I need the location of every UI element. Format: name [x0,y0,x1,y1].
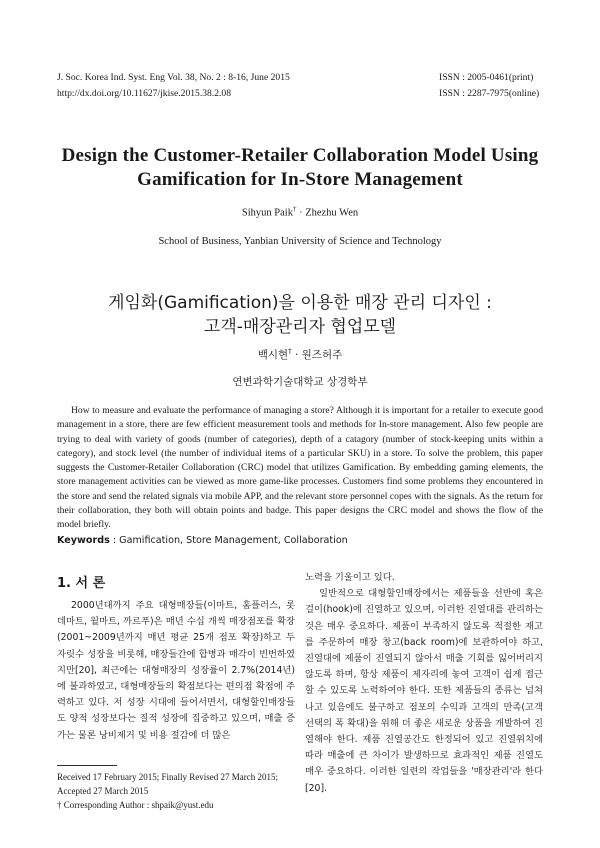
keywords [57,535,348,546]
authors-english [0,205,600,219]
issn-block [439,70,539,102]
body-text-left-column: 2000년대까지 주요 대형매장들(이마트, 홈플러스, 롯데마트, 월마트, 까르푸)은 매년 수십 개씩 매장점포를 확장(2001~2009년까지 매년 평균 25개 점포 확장)하고 두 자릿수 성장을 비롯해, 매장들간에 합병과 매각이 빈번하였지만[20], 최근에는 대형매장의 성장률이 2.7%(2014년)에 불과하였고, 대형매장들의 확점보다는 편의점 확점에 주력하고 있다. 저 성장 시대에 들어서면서, 대형할인매장들도 양적 성장보다는 질적 성장에 집중하고 있으며, 매출 증가는 물론 낭비제거 및 비용 절감에 더 많은 [57,600,295,741]
author-name-en: Sihyun Paik [241,207,293,219]
keywords-list: : Gamification, Store Management, Collaboration [109,535,348,546]
footnotes [57,770,278,812]
coauthor-name-en: · Zhezhu Wen [296,207,359,219]
section-heading: 1. 서 론 [57,576,106,591]
accepted-date: Accepted 27 March 2015 [57,786,149,796]
paper-title-korean [40,291,560,339]
journal-header [57,70,290,102]
body-paragraph-continued: 노력을 기울이고 있다. [305,572,395,583]
title-en-line1: Design the Customer-Retailer Collaboration Model Using [61,145,539,166]
footnote-divider [57,765,117,766]
authors-korean [0,347,600,362]
corresponding-mark: † [292,205,297,213]
body-paragraph: 일반적으로 대형할인매장에서는 제품들을 선반에 혹은 걸이(hook)에 진열하고 있으며, 이러한 진열대를 관리하는 것은 매우 중요하다. 제품이 부족하지 않도록 적절한 재고를 주문하여 매장 창고(back room)에 보관하여야 하고, 진열대에 제품이 진열되지 않아서 매출 기회를 잃어버리지 않도록 하며, 항상 제품이 제자리에 놓여 고객이 쉽게 접근할 수 있도록 노력하여야 한다. 또한 제품들의 종류는 넘쳐나고 있음에도 불구하고 점포의 수익과 고객의 만족(고객 선택의 폭 확대)을 위해 더 좋은 새로운 상품을 개발하여 진열해야 한다. 제품 진열공간도 한정되어 있고 진열위치에 따라 매출에 큰 차이가 발생하므로 효과적인 제품 진열도 매우 중요하다. 이러한 일련의 작업들을 '매장관리'라 한다[20]. [305,588,543,794]
corresponding-author: † Corresponding Author : shpaik@yust.edu [57,800,214,810]
author-name-ko: 백시현 [257,349,289,361]
title-ko-line2: 고객-매장관리자 협업모델 [203,317,397,337]
doi-link[interactable]: http://dx.doi.org/10.11627/jkise.2015.38.2.08 [57,88,232,99]
journal-citation: J. Soc. Korea Ind. Syst. Eng Vol. 38, No. 2 : 8-16, June 2015 [57,72,290,83]
received-date: Received 17 February 2015; Finally Revised 27 March 2015; [57,772,278,782]
abstract: How to measure and evaluate the performance of managing a store? Although it is important for a retailer to execute good management in a store, there are few efficient measurement tools and methods for In-store management. Also few people are trying to deal with variety of goods (number of categories), depth of a catagory (number of stock-keeping units within a category), and stock level (the number of individual items of a particular SKU) in a store. To solve the problem, this paper suggests the Customer-Retailer Collaboration (CRC) model that utilizes Gamification. By embedding gaming elements, the store management activities can be viewed as more game-like processes. Customers find some problems they encountered in the store and send the related signals via mobile APP, and the relevant store personnel copes with the signals. As the return for their collaboration, they both will obtain points and badge. This paper designs the CRC model and shows the flow of the model briefly. [57,405,543,531]
body-text-right-column [305,570,543,797]
title-ko-line1: 게임화(Gamification)을 이용한 매장 관리 디자인 : [108,293,492,313]
paper-title-english [40,144,560,192]
title-en-line2: Gamification for In-Store Management [137,169,463,190]
coauthor-name-ko: · 원즈허주 [291,349,343,361]
keywords-label: Keywords [57,535,110,546]
corresponding-mark-ko: † [288,347,292,356]
affiliation-english: School of Business, Yanbian University of Science and Technology [158,236,442,247]
affiliation-korean: 연변과학기술대학교 상경학부 [232,376,368,388]
issn-online: ISSN : 2287-7975(online) [439,88,540,99]
issn-print: ISSN : 2005-0461(print) [439,72,534,83]
